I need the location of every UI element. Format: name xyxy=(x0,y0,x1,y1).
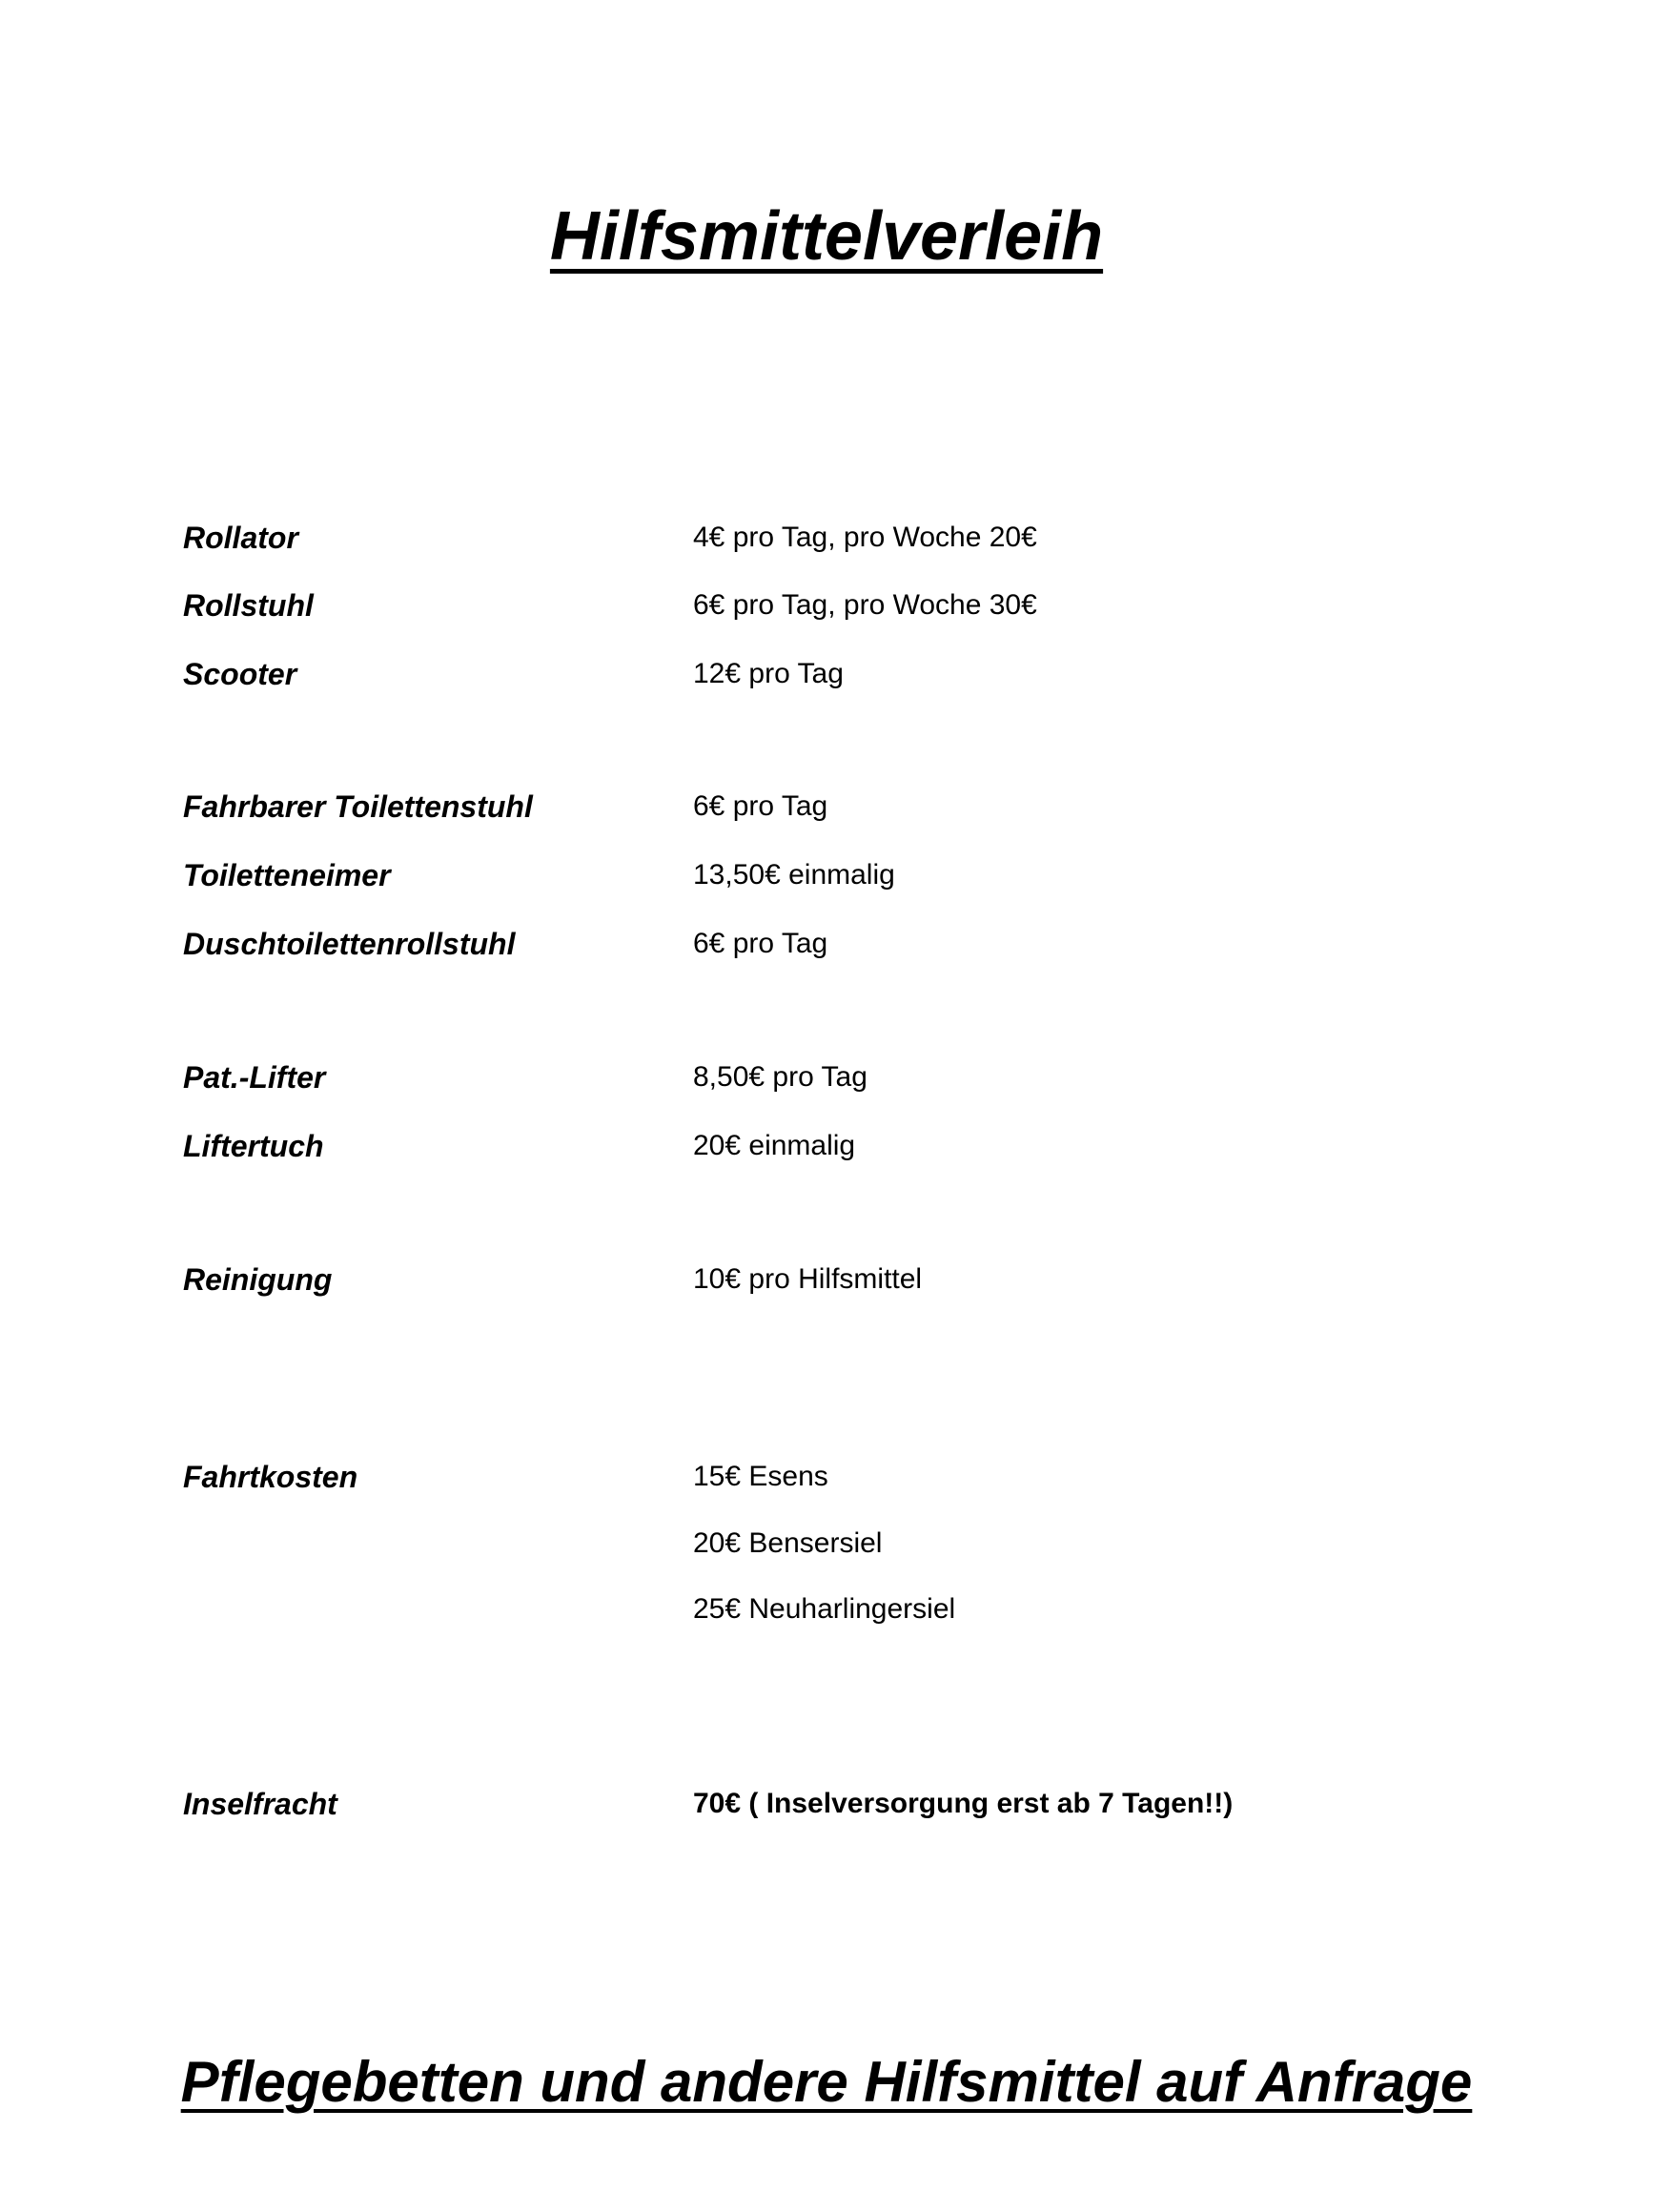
footer-note: Pflegebetten und andere Hilfsmittel auf Anfrage xyxy=(180,2050,1473,2114)
price-row-duschtoilettenrollstuhl xyxy=(0,921,1653,967)
item-name: Pat.-Lifter xyxy=(183,1060,326,1095)
item-price: 13,50€ einmalig xyxy=(693,859,895,891)
price-row-rollstuhl xyxy=(0,583,1653,628)
fahrtkosten-label: Fahrtkosten xyxy=(183,1460,358,1494)
item-name: Reinigung xyxy=(183,1262,333,1297)
fahrtkosten-row xyxy=(0,1587,1653,1632)
item-name: Toiletteneimer xyxy=(183,858,391,892)
price-row-toiletteneimer xyxy=(0,852,1653,898)
price-row-fahrbarer-toilettenstuhl xyxy=(0,784,1653,830)
item-name: Duschtoilettenrollstuhl xyxy=(183,927,516,961)
inselfracht-price: 70€ ( Inselversorgung erst ab 7 Tagen!!) xyxy=(693,1788,1234,1819)
page-title: Hilfsmittelverleih xyxy=(549,198,1104,275)
fahrtkosten-row xyxy=(0,1521,1653,1567)
price-row-scooter xyxy=(0,651,1653,697)
item-name: Fahrbarer Toilettenstuhl xyxy=(183,789,533,824)
price-row-reinigung xyxy=(0,1257,1653,1302)
fahrtkosten-entry: 25€ Neuharlingersiel xyxy=(693,1593,956,1625)
item-name: Rollator xyxy=(183,521,298,555)
price-row-rollator xyxy=(0,515,1653,561)
price-row-liftertuch xyxy=(0,1123,1653,1169)
item-price: 8,50€ pro Tag xyxy=(693,1061,867,1093)
item-price: 20€ einmalig xyxy=(693,1130,856,1161)
fahrtkosten-entry: 15€ Esens xyxy=(693,1461,828,1492)
inselfracht-label: Inselfracht xyxy=(183,1787,337,1821)
item-name: Liftertuch xyxy=(183,1129,324,1163)
fahrtkosten-entry: 20€ Bensersiel xyxy=(693,1527,883,1559)
fahrtkosten-row xyxy=(0,1454,1653,1500)
item-name: Scooter xyxy=(183,657,297,691)
item-price: 6€ pro Tag, pro Woche 30€ xyxy=(693,589,1037,621)
item-price: 10€ pro Hilfsmittel xyxy=(693,1263,923,1295)
price-row-pat-lifter xyxy=(0,1055,1653,1100)
item-price: 6€ pro Tag xyxy=(693,928,828,959)
item-name: Rollstuhl xyxy=(183,588,314,623)
item-price: 6€ pro Tag xyxy=(693,790,828,822)
inselfracht-row xyxy=(0,1781,1653,1827)
item-price: 12€ pro Tag xyxy=(693,658,844,689)
item-price: 4€ pro Tag, pro Woche 20€ xyxy=(693,522,1037,553)
